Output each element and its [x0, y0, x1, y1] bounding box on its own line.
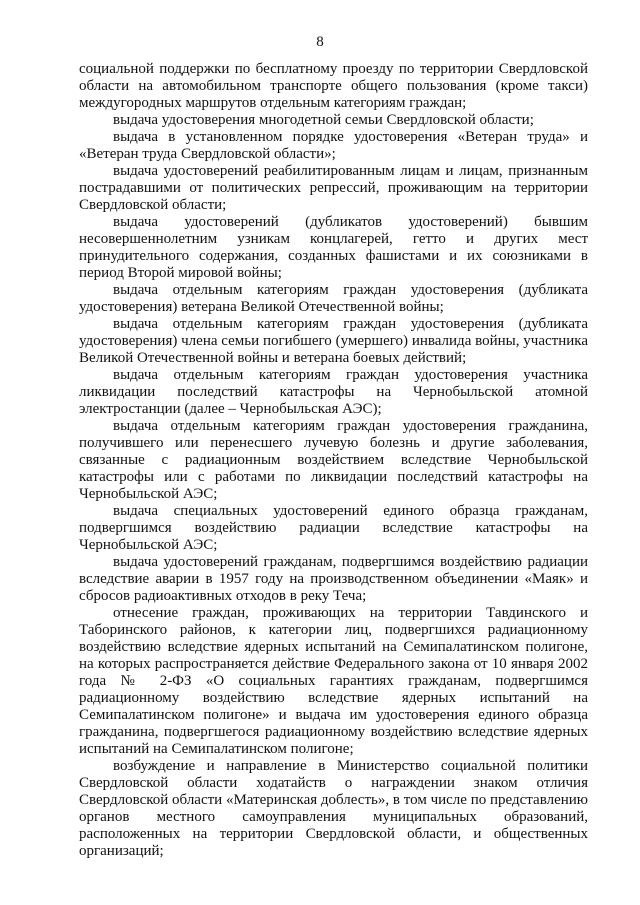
paragraph-former-prisoners-certificate: выдача удостоверений (дубликатов удостоверений) бывшим несовершеннолетним узникам концлагерей, гетто и других мест принудительного содержания, созданных фашистами и их союзниками в период Второй мировой войны; — [79, 214, 588, 281]
paragraph-large-family-certificate: выдача удостоверения многодетной семьи Свердловской области; — [113, 112, 534, 128]
paragraph-war-invalid-family-certificate: выдача отдельным категориям граждан удостоверения (дубликата удостоверения) члена семьи погибшего (умершего) инвалида войны, участника Великой Отечественной войны и ветерана боевых действий; — [79, 316, 588, 366]
paragraph-maternal-valor-award: возбуждение и направление в Министерство социальной политики Свердловской области ходатайств о награждении знаком отличия Свердловской области «Материнская доблесть», в том числе по представлению органов местного самоуправления муниципальных образований, расположенных на территории Свердловской области, и общественных организаций; — [79, 758, 588, 859]
page-number: 8 — [316, 34, 324, 50]
paragraph-continued: социальной поддержки по бесплатному проезду по территории Свердловской области на автомобильном транспорте общего пользования (кроме такси) междугородных маршрутов отдельным категориям граждан; — [79, 61, 588, 111]
paragraph-labor-veteran-certificate: выдача в установленном порядке удостоверения «Ветеран труда» и «Ветеран труда Свердловской области»; — [79, 129, 588, 162]
paragraph-rehabilitated-persons-certificate: выдача удостоверений реабилитированным лицам и лицам, признанным пострадавшими от политических репрессий, проживающим на территории Свердловской области; — [79, 163, 588, 213]
paragraph-war-veteran-certificate: выдача отдельным категориям граждан удостоверения (дубликата удостоверения) ветерана Великой Отечественной войны; — [79, 282, 588, 315]
paragraph-mayak-accident-certificate: выдача удостоверений гражданам, подвергшимся воздействию радиации вследствие аварии в 1957 году на производственном объединении «Маяк» и сбросов радиоактивных отходов в реку Теча; — [79, 554, 588, 604]
paragraph-semipalatinsk-certificate: отнесение граждан, проживающих на территории Тавдинского и Таборинского районов, к категории лиц, подвергшихся радиационному воздействию вследствие ядерных испытаний на Семипалатинском полигоне, на которых распространяется действие Федерального закона от 10 января 2002 года № 2-ФЗ «О социальных гарантиях гражданам, подвергшимся радиационному воздействию вследствие ядерных испытаний на Семипалатинском полигоне» и выдача им удостоверения единого образца гражданина, подвергшегося радиационному воздействию вследствие ядерных испытаний на Семипалатинском полигоне; — [79, 605, 588, 757]
paragraph-radiation-sickness-certificate: выдача отдельным категориям граждан удостоверения гражданина, получившего или перенесшего лучевую болезнь и другие заболевания, связанные с радиационным воздействием вследствие Чернобыльской катастрофы или с работами по ликвидации последствий катастрофы на Чернобыльской АЭС; — [79, 418, 588, 502]
paragraph-chernobyl-liquidator-certificate: выдача отдельным категориям граждан удостоверения участника ликвидации последствий катастрофы на Чернобыльской атомной электростанции (далее – Чернобыльская АЭС); — [79, 367, 588, 417]
document-body — [79, 61, 588, 860]
paragraph-chernobyl-special-certificate: выдача специальных удостоверений единого образца гражданам, подвергшимся воздействию радиации вследствие катастрофы на Чернобыльской АЭС; — [79, 503, 588, 553]
